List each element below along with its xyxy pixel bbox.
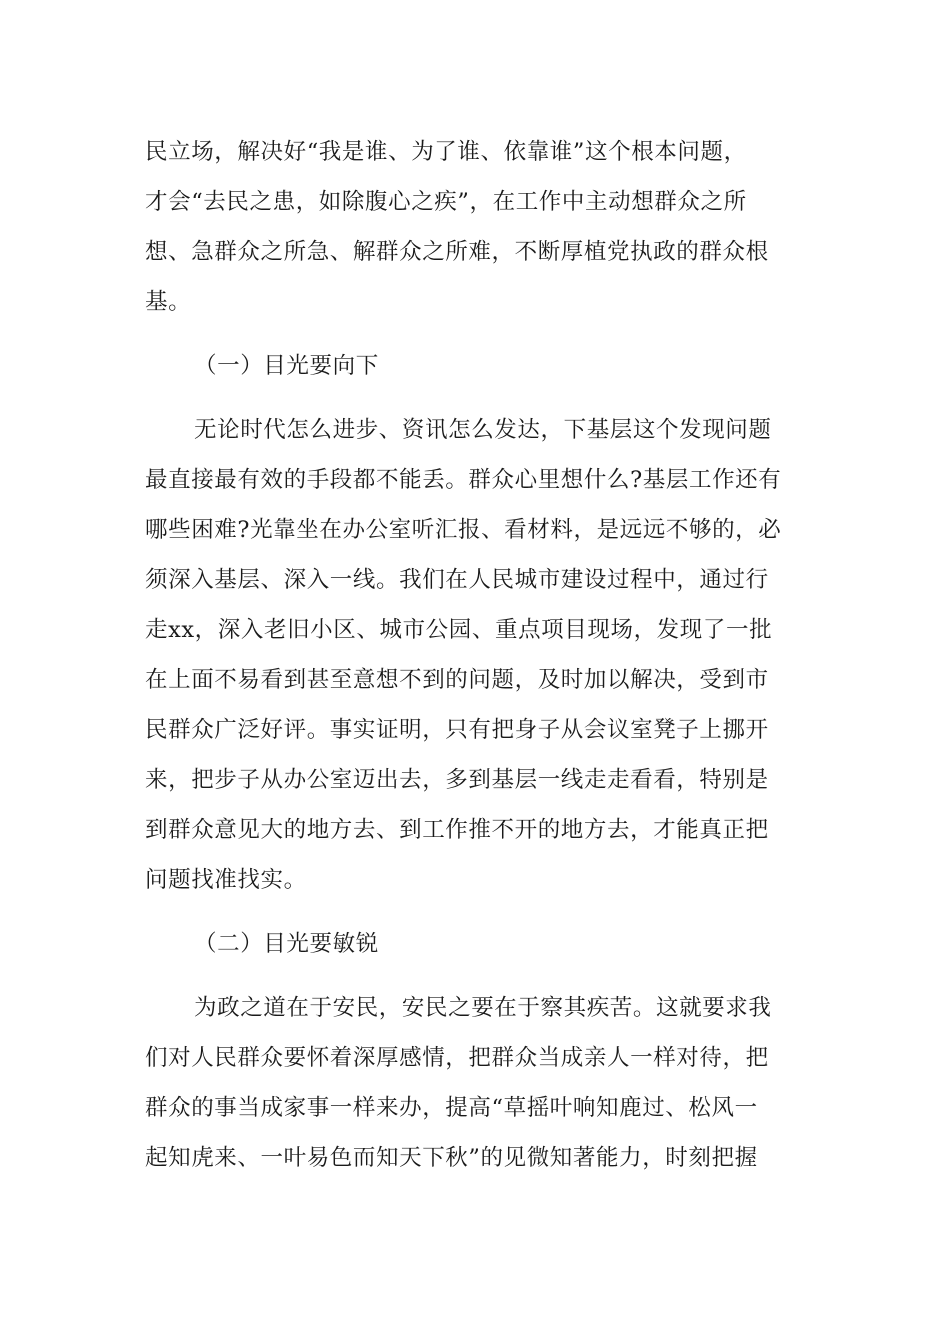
text-line: 到群众意见大的地方去、到工作推不开的地方去，才能真正把 <box>145 817 769 843</box>
text-line: 为政之道在于安民，安民之要在于察其疾苦。这就要求我 <box>194 995 772 1021</box>
section-heading: （一）目光要向下 <box>194 353 379 379</box>
text-line: 走xx，深入老旧小区、城市公园、重点项目现场，发现了一批 <box>145 617 773 643</box>
text-line: 民群众广泛好评。事实证明，只有把身子从会议室凳子上挪开 <box>145 717 769 743</box>
text-line: 民立场，解决好“我是谁、为了谁、依靠谁”这个根本问题， <box>145 139 747 165</box>
text-line: 想、急群众之所急、解群众之所难，不断厚植党执政的群众根 <box>145 239 769 265</box>
text-line: 最直接最有效的手段都不能丢。群众心里想什么?基层工作还有 <box>145 467 782 493</box>
text-line: 基。 <box>145 289 192 315</box>
text-line: 哪些困难?光靠坐在办公室听汇报、看材料，是远远不够的，必 <box>145 517 782 543</box>
section-heading: （二）目光要敏锐 <box>194 931 379 957</box>
text-line: 起知虎来、一叶易色而知天下秋”的见微知著能力，时刻把握 <box>145 1145 758 1171</box>
text-line: 来，把步子从办公室迈出去，多到基层一线走走看看，特别是 <box>145 767 769 793</box>
text-line: 群众的事当成家事一样来办，提高“草摇叶响知鹿过、松风一 <box>145 1095 758 1121</box>
text-line: 在上面不易看到甚至意想不到的问题，及时加以解决，受到市 <box>145 667 769 693</box>
text-line: 才会“去民之患，如除腹心之疾”，在工作中主动想群众之所 <box>145 189 747 215</box>
text-line: 无论时代怎么进步、资讯怎么发达，下基层这个发现问题 <box>194 417 772 443</box>
text-line: 们对人民群众要怀着深厚感情，把群众当成亲人一样对待，把 <box>145 1045 769 1071</box>
text-line: 问题找准找实。 <box>145 867 307 893</box>
text-line: 须深入基层、深入一线。我们在人民城市建设过程中，通过行 <box>145 567 769 593</box>
